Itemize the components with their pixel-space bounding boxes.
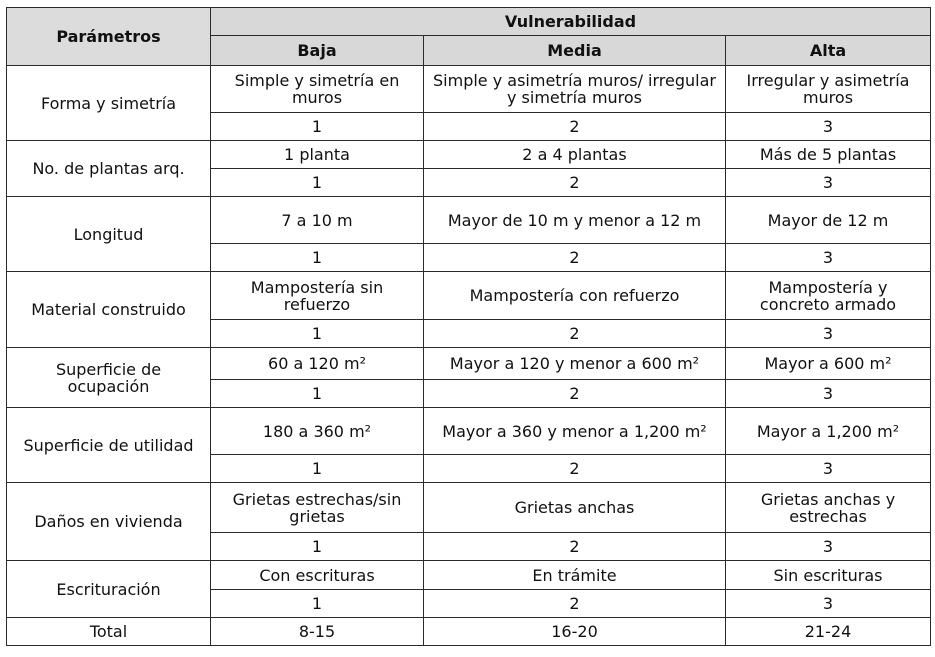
header-baja: Baja xyxy=(211,36,424,66)
score-media: 2 xyxy=(424,380,726,408)
score-alta: 3 xyxy=(726,113,931,141)
score-alta: 3 xyxy=(726,455,931,483)
table-row xyxy=(7,141,931,169)
desc-alta: Mayor a 600 m² xyxy=(726,348,931,380)
score-media: 2 xyxy=(424,320,726,348)
desc-alta: Mampostería y concreto armado xyxy=(726,272,931,320)
desc-alta: Sin escrituras xyxy=(726,561,931,590)
param-name: Superficie de ocupación xyxy=(7,348,211,408)
desc-media: Simple y asimetría muros/ irregular y simetría muros xyxy=(424,66,726,113)
score-baja: 1 xyxy=(211,380,424,408)
score-baja: 1 xyxy=(211,533,424,561)
score-alta: 3 xyxy=(726,590,931,618)
score-media: 2 xyxy=(424,590,726,618)
total-row xyxy=(7,618,931,646)
table-row xyxy=(7,66,931,113)
table-row xyxy=(7,408,931,455)
score-media: 2 xyxy=(424,113,726,141)
score-alta: 3 xyxy=(726,244,931,272)
param-name: Daños en vivienda xyxy=(7,483,211,561)
desc-baja: 60 a 120 m² xyxy=(211,348,424,380)
param-name: Superficie de utilidad xyxy=(7,408,211,483)
desc-media: En trámite xyxy=(424,561,726,590)
desc-alta: Más de 5 plantas xyxy=(726,141,931,169)
desc-baja: 7 a 10 m xyxy=(211,197,424,244)
total-baja: 8-15 xyxy=(211,618,424,646)
header-alta: Alta xyxy=(726,36,931,66)
desc-alta: Grietas anchas y estrechas xyxy=(726,483,931,533)
desc-media: Mayor de 10 m y menor a 12 m xyxy=(424,197,726,244)
score-alta: 3 xyxy=(726,320,931,348)
header-vulnerabilidad: Vulnerabilidad xyxy=(211,8,931,36)
table-row xyxy=(7,348,931,380)
param-name: Longitud xyxy=(7,197,211,272)
header-media: Media xyxy=(424,36,726,66)
desc-alta: Mayor de 12 m xyxy=(726,197,931,244)
score-alta: 3 xyxy=(726,533,931,561)
desc-media: Grietas anchas xyxy=(424,483,726,533)
table-row xyxy=(7,561,931,590)
score-media: 2 xyxy=(424,169,726,197)
score-baja: 1 xyxy=(211,590,424,618)
desc-media: Mayor a 120 y menor a 600 m² xyxy=(424,348,726,380)
score-baja: 1 xyxy=(211,113,424,141)
desc-media: Mayor a 360 y menor a 1,200 m² xyxy=(424,408,726,455)
desc-baja: Con escrituras xyxy=(211,561,424,590)
score-alta: 3 xyxy=(726,169,931,197)
vulnerability-table xyxy=(6,7,931,646)
score-baja: 1 xyxy=(211,169,424,197)
desc-baja: Mampostería sin refuerzo xyxy=(211,272,424,320)
param-name: Forma y simetría xyxy=(7,66,211,141)
header-parametros: Parámetros xyxy=(7,8,211,66)
desc-baja: 1 planta xyxy=(211,141,424,169)
desc-media: 2 a 4 plantas xyxy=(424,141,726,169)
score-baja: 1 xyxy=(211,455,424,483)
param-name: No. de plantas arq. xyxy=(7,141,211,197)
table-row xyxy=(7,197,931,244)
table-row xyxy=(7,483,931,533)
total-media: 16-20 xyxy=(424,618,726,646)
score-baja: 1 xyxy=(211,244,424,272)
total-alta: 21-24 xyxy=(726,618,931,646)
table-row xyxy=(7,272,931,320)
desc-baja: 180 a 360 m² xyxy=(211,408,424,455)
desc-baja: Simple y simetría en muros xyxy=(211,66,424,113)
score-media: 2 xyxy=(424,244,726,272)
score-alta: 3 xyxy=(726,380,931,408)
desc-baja: Grietas estrechas/sin grietas xyxy=(211,483,424,533)
desc-media: Mampostería con refuerzo xyxy=(424,272,726,320)
score-baja: 1 xyxy=(211,320,424,348)
score-media: 2 xyxy=(424,533,726,561)
score-media: 2 xyxy=(424,455,726,483)
desc-alta: Irregular y asimetría muros xyxy=(726,66,931,113)
total-label: Total xyxy=(7,618,211,646)
desc-alta: Mayor a 1,200 m² xyxy=(726,408,931,455)
param-name: Escrituración xyxy=(7,561,211,618)
param-name: Material construido xyxy=(7,272,211,348)
